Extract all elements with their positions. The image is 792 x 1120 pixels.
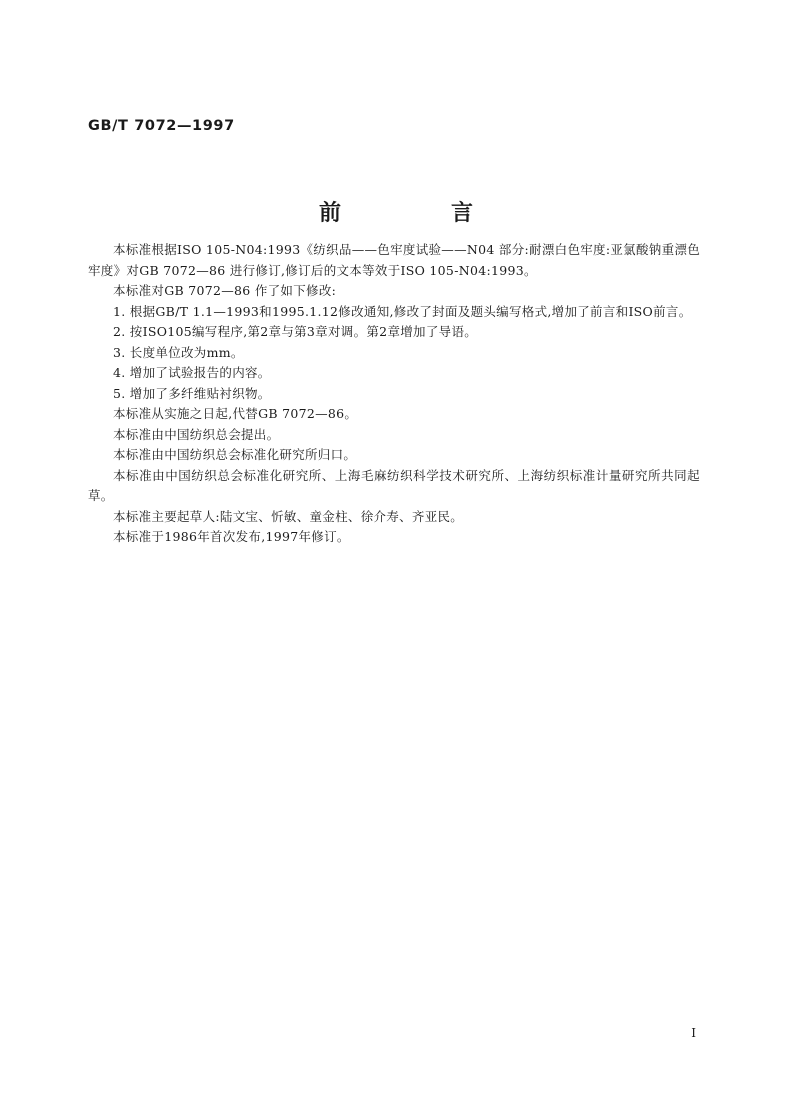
modification-item-3: 3. 长度单位改为mm。	[113, 344, 244, 360]
page-number: I	[691, 1026, 696, 1040]
foreword-body	[88, 240, 700, 548]
modification-item-2: 2. 按ISO105编写程序,第2章与第3章对调。第2章增加了导语。	[113, 324, 478, 339]
modification-item-5: 5. 增加了多纤维贴衬织物。	[113, 385, 271, 401]
standard-number-header: GB/T 7072—1997	[88, 118, 235, 134]
paragraph-basis: 本标准根据ISO 105-N04:1993《纺织品——色牢度试验——N04 部分:耐漂白色牢度:亚氯酸钠重漂色牢度》对GB 7072—86 进行修订,修订后的文本等效于ISO 105-N04:1993。	[88, 242, 700, 278]
paragraph-replaces: 本标准从实施之日起,代替GB 7072—86。	[113, 406, 358, 421]
paragraph-drafted-by: 本标准由中国纺织总会标准化研究所、上海毛麻纺织科学技术研究所、上海纺织标准计量研究所共同起草。	[88, 467, 700, 503]
paragraph-under-jurisdiction: 本标准由中国纺织总会标准化研究所归口。	[113, 447, 357, 462]
paragraph-modifications-intro: 本标准对GB 7072—86 作了如下修改:	[113, 283, 337, 298]
paragraph-publication-history: 本标准于1986年首次发布,1997年修订。	[113, 529, 350, 544]
page-title: 前 言	[318, 201, 517, 226]
modification-item-4: 4. 增加了试验报告的内容。	[113, 365, 271, 380]
paragraph-proposed-by: 本标准由中国纺织总会提出。	[113, 426, 280, 442]
modification-item-1: 1. 根据GB/T 1.1—1993和1995.1.12修改通知,修改了封面及题头编写格式,增加了前言和ISO前言。	[113, 303, 692, 319]
paragraph-main-drafters: 本标准主要起草人:陆文宝、忻敏、童金柱、徐介寿、齐亚民。	[113, 508, 464, 524]
